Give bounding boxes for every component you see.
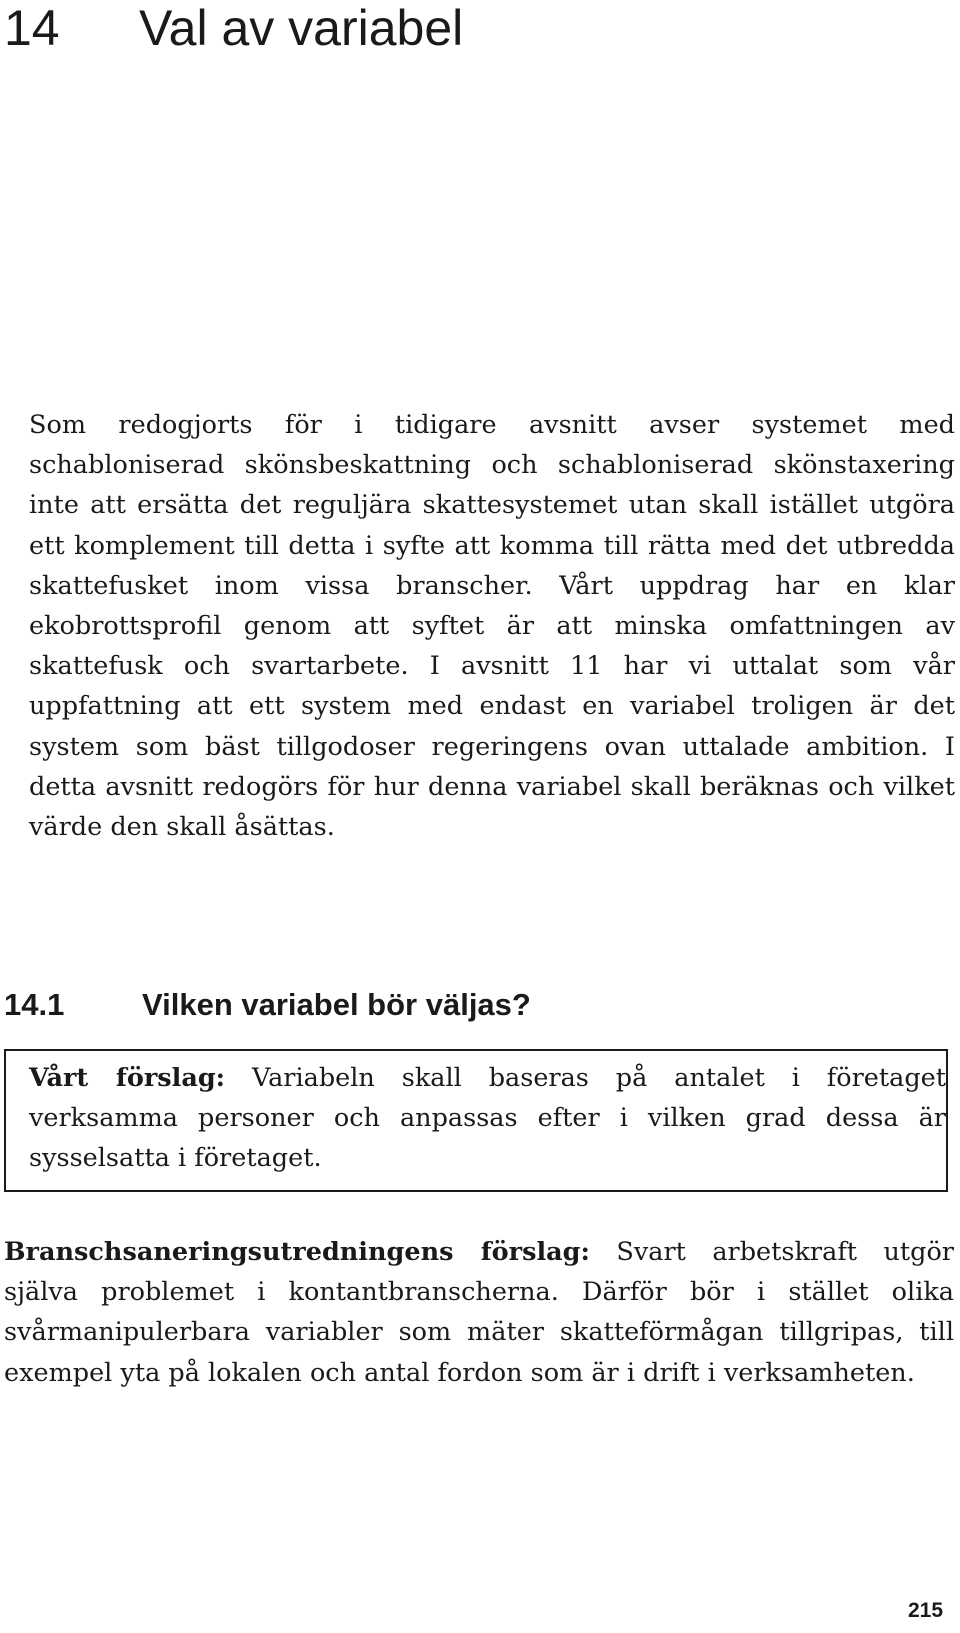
proposal-text: Variabeln skall baseras på antalet i företaget verksamma personer och anpassas efter i vilken grad dessa är sysselsatta i företaget. bbox=[29, 1063, 946, 1174]
proposal-lead: Vårt förslag: bbox=[29, 1063, 226, 1093]
chapter-title: Val av variabel bbox=[139, 0, 464, 56]
chapter-heading bbox=[4, 0, 463, 56]
page-number: 215 bbox=[908, 1599, 944, 1622]
chapter-number: 14 bbox=[4, 0, 60, 56]
intro-paragraph: Som redogjorts för i tidigare avsnitt avser systemet med schabloniserad skönsbeskattning och schabloniserad skönstaxering inte att ersätta det reguljära skattesystemet utan skall istället utgöra ett komplement till detta i syfte att komma till rätta med det utbredda skattefusket inom vissa branscher. Vårt uppdrag har en klar ekobrottsprofil genom att syftet är att minska omfattningen av skattefusk och svartarbete. I avsnitt 11 har vi uttalat som vår uppfattning att ett system med endast en variabel troligen är det system som bäst tillgodoser regeringens ovan uttalade ambition. I detta avsnitt redogörs för hur denna variabel skall beräknas och vilket värde den skall åsättas. bbox=[29, 410, 955, 843]
section-heading bbox=[4, 983, 531, 1027]
proposal-paragraph bbox=[29, 1058, 946, 1179]
section-number: 14.1 bbox=[4, 987, 65, 1022]
proposal-box bbox=[4, 1049, 948, 1192]
section-title: Vilken variabel bör väljas? bbox=[142, 987, 531, 1022]
alt-proposal-text: Svart arbetskraft utgör själva problemet i kontantbranscherna. Därför bör i stället olika svårmanipulerbara variabler som mäter skatteförmågan tillgripas, till exempel yta på lokalen och antal fordon som är i drift i verksamheten. bbox=[4, 1237, 954, 1388]
alt-proposal-paragraph bbox=[4, 1232, 954, 1393]
alt-proposal-lead: Branschsaneringsutredningens förslag: bbox=[4, 1237, 590, 1267]
